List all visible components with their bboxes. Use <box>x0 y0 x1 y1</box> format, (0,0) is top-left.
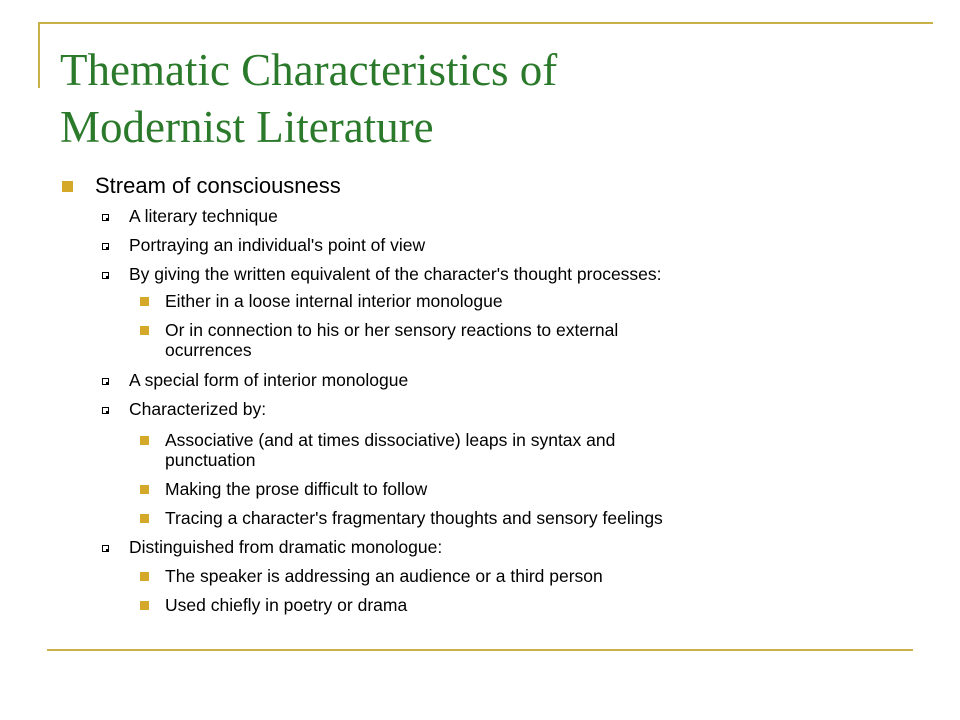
sub-bullet <box>129 370 408 391</box>
square-bullet-icon <box>140 572 149 581</box>
slide-title <box>60 42 920 156</box>
sub-sub-bullet <box>165 479 427 499</box>
hollow-square-bullet-icon <box>102 545 109 552</box>
left-rule <box>38 22 40 88</box>
square-bullet-icon <box>140 514 149 523</box>
sub-sub-bullet <box>165 430 615 470</box>
bullet-text: A special form of interior monologue <box>129 370 409 390</box>
bullet-text: Portraying an individual's point of view <box>129 235 426 255</box>
bullet-stream-of-consciousness <box>95 173 341 199</box>
hollow-square-bullet-icon <box>102 407 109 414</box>
hollow-square-bullet-icon <box>102 272 109 279</box>
hollow-square-bullet-icon <box>102 214 109 221</box>
sub-bullet <box>129 206 278 227</box>
bullet-text-continued: ocurrences <box>165 340 252 360</box>
square-bullet-icon <box>140 326 149 335</box>
hollow-square-bullet-icon <box>102 243 109 250</box>
sub-sub-bullet <box>165 595 407 615</box>
title-line-2: Modernist Literature <box>60 102 434 152</box>
square-bullet-icon <box>140 601 149 610</box>
bullet-text: The speaker is addressing an audience or a third person <box>165 566 603 586</box>
square-bullet-icon <box>140 436 149 445</box>
bullet-text: Stream of consciousness <box>95 173 341 198</box>
sub-bullet <box>129 264 662 285</box>
square-bullet-icon <box>62 181 73 192</box>
sub-sub-bullet <box>165 291 503 311</box>
sub-sub-bullet <box>165 566 603 586</box>
sub-bullet <box>129 537 442 558</box>
sub-bullet <box>129 399 266 420</box>
bullet-text: Tracing a character's fragmentary thoughts and sensory feelings <box>165 508 663 528</box>
top-rule <box>40 22 933 24</box>
bullet-text: Or in connection to his or her sensory reactions to external <box>165 320 619 340</box>
bullet-text: Associative (and at times dissociative) leaps in syntax and <box>165 430 616 450</box>
bullet-text: Distinguished from dramatic monologue: <box>129 537 443 557</box>
bottom-rule <box>47 649 913 651</box>
bullet-text-continued: punctuation <box>165 450 256 470</box>
sub-sub-bullet <box>165 508 663 528</box>
sub-bullet <box>129 235 425 256</box>
bullet-text: Making the prose difficult to follow <box>165 479 428 499</box>
title-line-1: Thematic Characteristics of <box>60 45 558 95</box>
square-bullet-icon <box>140 297 149 306</box>
sub-sub-bullet <box>165 320 618 360</box>
bullet-text: Characterized by: <box>129 399 267 419</box>
square-bullet-icon <box>140 485 149 494</box>
hollow-square-bullet-icon <box>102 378 109 385</box>
bullet-text: Either in a loose internal interior monologue <box>165 291 503 311</box>
bullet-text: Used chiefly in poetry or drama <box>165 595 408 615</box>
bullet-text: By giving the written equivalent of the character's thought processes: <box>129 264 662 284</box>
bullet-text: A literary technique <box>129 206 278 226</box>
